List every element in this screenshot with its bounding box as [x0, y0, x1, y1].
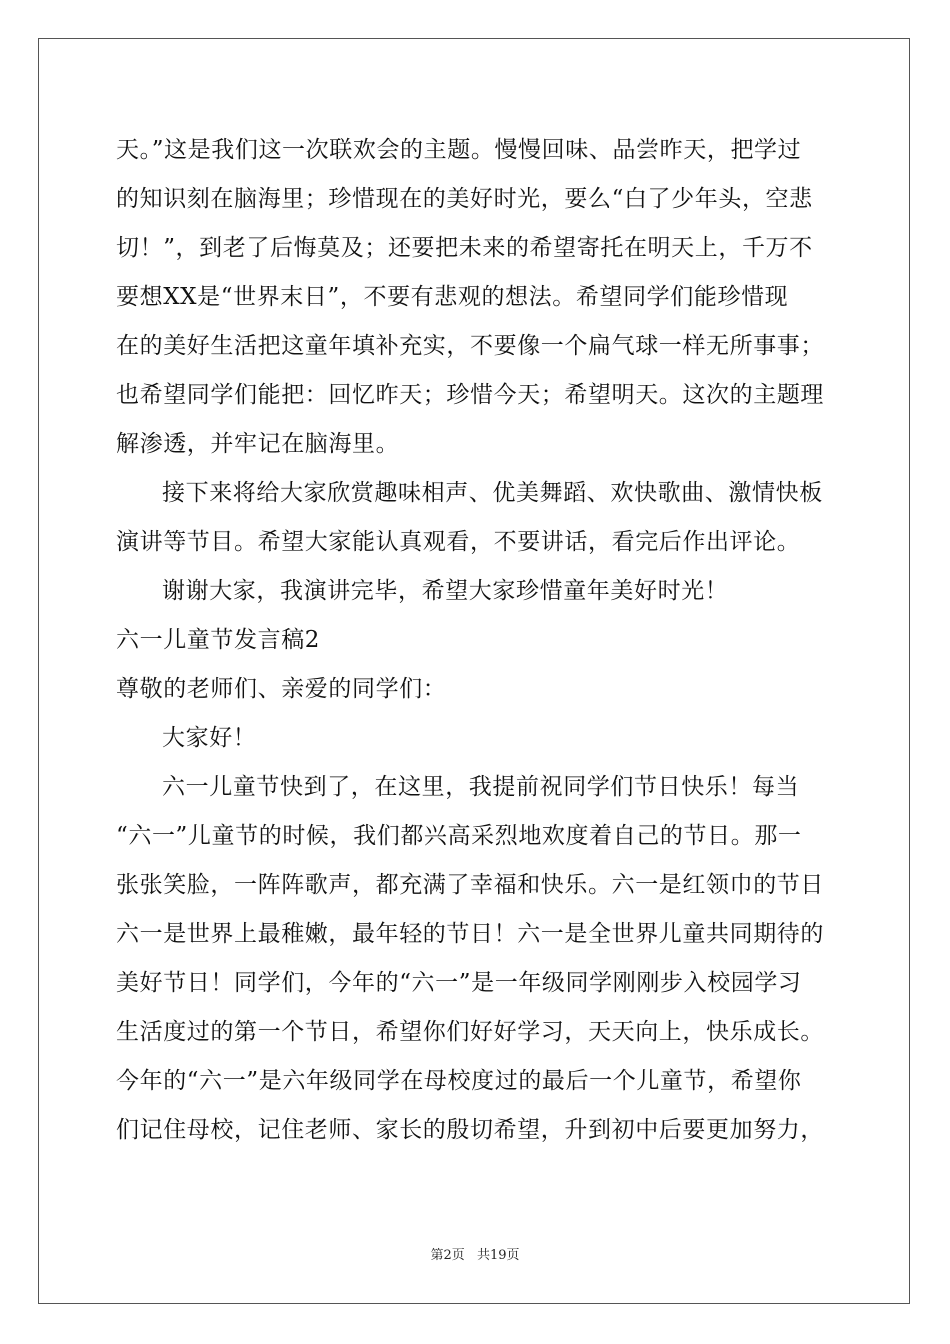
text-line: 谢谢大家，我演讲完毕，希望大家珍惜童年美好时光！: [162, 578, 729, 604]
text-line: 在的美好生活把这童年填补充实，不要像一个扁气球一样无所事事；: [116, 333, 824, 359]
section-title: 六一儿童节发言稿2: [116, 627, 321, 653]
text-line: 今年的“六一”是六年级同学在母校度过的最后一个儿童节，希望你: [116, 1068, 802, 1094]
text-line: 也希望同学们能把：回忆昨天；珍惜今天；希望明天。这次的主题理: [116, 382, 824, 408]
salutation: 尊敬的老师们、亲爱的同学们：: [116, 676, 447, 702]
page-number: 第2页: [430, 1248, 465, 1263]
text-line: “六一”儿童节的时候，我们都兴高采烈地欢度着自己的节日。那一: [116, 823, 802, 849]
text-line: 天。”这是我们这一次联欢会的主题。慢慢回味、品尝昨天，把学过: [116, 137, 802, 163]
text-line: 张张笑脸，一阵阵歌声，都充满了幸福和快乐。六一是红领巾的节日: [116, 872, 824, 898]
page-total: 共19页: [476, 1248, 520, 1263]
document-body: [116, 126, 836, 1155]
text-line: 六一儿童节快到了，在这里，我提前祝同学们节日快乐！每当: [162, 774, 800, 800]
text-line: 的知识刻在脑海里；珍惜现在的美好时光，要么“白了少年头，空悲: [116, 186, 813, 212]
text-line: 们记住母校，记住老师、家长的殷切希望，升到初中后要更加努力，: [116, 1117, 824, 1143]
page-footer: [0, 1244, 950, 1263]
text-line: 要想XX是“世界末日”，不要有悲观的想法。希望同学们能珍惜现: [116, 284, 789, 310]
text-line: 解渗透，并牢记在脑海里。: [116, 431, 400, 457]
text-line: 接下来将给大家欣赏趣味相声、优美舞蹈、欢快歌曲、激情快板: [162, 480, 823, 506]
text-line: 生活度过的第一个节日，希望你们好好学习，天天向上，快乐成长。: [116, 1019, 824, 1045]
text-line: 切！”，到老了后悔莫及；还要把未来的希望寄托在明天上，千万不: [116, 235, 813, 261]
text-line: 六一是世界上最稚嫩，最年轻的节日！六一是全世界儿童共同期待的: [116, 921, 824, 947]
greeting: 大家好！: [162, 725, 257, 751]
text-line: 演讲等节目。希望大家能认真观看，不要讲话，看完后作出评论。: [116, 529, 801, 555]
text-line: 美好节日！同学们，今年的“六一”是一年级同学刚刚步入校园学习: [116, 970, 802, 996]
